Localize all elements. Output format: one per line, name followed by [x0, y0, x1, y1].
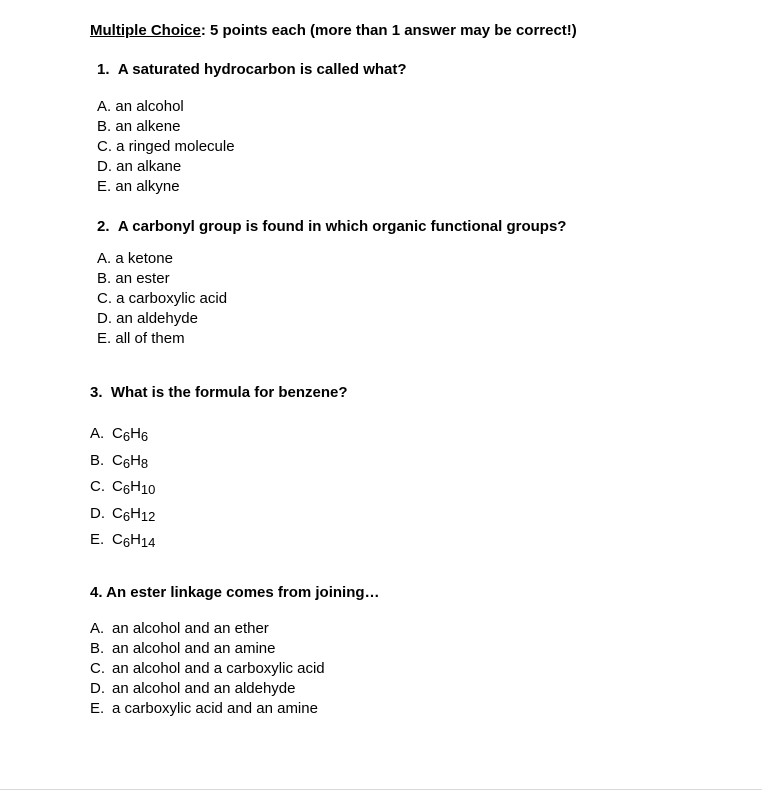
- formula-carbon-subscript: 6: [122, 429, 131, 444]
- option-c: [90, 659, 325, 679]
- option-text: a carboxylic acid: [116, 290, 228, 307]
- formula-carbon-subscript: 6: [122, 508, 131, 524]
- formula-carbon-subscript: 6: [122, 482, 131, 497]
- formula-carbon: C: [112, 504, 123, 522]
- option-b: [97, 269, 227, 289]
- question-number: 4.: [90, 584, 103, 601]
- formula-hydrogen-subscript: 8: [140, 455, 149, 471]
- formula-hydrogen-subscript: 6: [140, 429, 149, 444]
- option-text: a ringed molecule: [116, 138, 235, 155]
- option-b: [90, 639, 325, 659]
- question-text: An ester linkage comes from joining…: [106, 584, 380, 601]
- option-a: [97, 249, 227, 269]
- formula-carbon-subscript: 6: [122, 535, 131, 550]
- option-e: [97, 177, 235, 197]
- option-text: an aldehyde: [116, 310, 198, 327]
- option-c: [97, 289, 227, 309]
- formula-hydrogen: H: [130, 531, 141, 548]
- option-text: an alcohol: [115, 98, 184, 115]
- option-letter: C.: [97, 290, 112, 307]
- option-b: [90, 448, 155, 475]
- formula-hydrogen-subscript: 14: [140, 535, 156, 550]
- formula-carbon-subscript: 6: [122, 455, 131, 471]
- question-1-options: [97, 97, 235, 197]
- option-letter: E.: [90, 700, 105, 717]
- formula-hydrogen: H: [130, 478, 141, 495]
- option-text: an alkane: [116, 158, 182, 175]
- option-d: [90, 679, 325, 699]
- formula-hydrogen-subscript: 10: [140, 482, 156, 497]
- option-letter: D.: [90, 504, 105, 522]
- option-a: [97, 97, 235, 117]
- section-title: Multiple Choice: [90, 22, 201, 39]
- option-d: [97, 309, 227, 329]
- question-4: [90, 584, 380, 601]
- option-text: an alcohol and a carboxylic acid: [112, 660, 325, 677]
- formula-hydrogen: H: [130, 504, 141, 522]
- option-e: [90, 699, 325, 719]
- question-text: A saturated hydrocarbon is called what?: [117, 61, 407, 78]
- formula-carbon: C: [112, 531, 123, 548]
- option-letter: E.: [90, 531, 105, 548]
- option-letter: C.: [90, 478, 105, 495]
- question-number: 2.: [97, 218, 110, 235]
- option-letter: C.: [97, 138, 112, 155]
- option-text: an alcohol and an aldehyde: [112, 680, 296, 697]
- page-bottom-divider: [0, 789, 762, 790]
- option-letter: E.: [97, 330, 112, 347]
- option-letter: B.: [90, 451, 105, 469]
- option-letter: B.: [97, 118, 112, 135]
- formula-carbon: C: [112, 451, 123, 469]
- option-text: a carboxylic acid and an amine: [112, 700, 318, 717]
- question-2-options: [97, 249, 227, 349]
- option-c: [97, 137, 235, 157]
- formula-hydrogen-subscript: 12: [140, 508, 156, 524]
- option-letter: E.: [97, 178, 112, 195]
- formula-carbon: C: [112, 425, 123, 442]
- option-text: a ketone: [115, 250, 173, 267]
- option-text: all of them: [115, 330, 185, 347]
- question-3-options: [90, 421, 155, 554]
- formula-carbon: C: [112, 478, 123, 495]
- question-number: 1.: [97, 61, 110, 78]
- option-a: [90, 421, 155, 448]
- question-2: [97, 218, 566, 235]
- question-3: [90, 384, 348, 401]
- question-number: 3.: [90, 384, 103, 401]
- option-a: [90, 619, 325, 639]
- section-header: [90, 22, 577, 39]
- option-e: [97, 329, 227, 349]
- option-text: an alcohol and an amine: [112, 640, 276, 657]
- option-text: an alcohol and an ether: [112, 620, 269, 637]
- option-letter: B.: [90, 640, 105, 657]
- option-e: [90, 527, 155, 554]
- option-letter: A.: [90, 425, 105, 442]
- option-d: [90, 501, 155, 528]
- option-text: an alkyne: [115, 178, 180, 195]
- section-instructions: : 5 points each (more than 1 answer may be correct!): [200, 22, 577, 39]
- option-letter: D.: [97, 158, 112, 175]
- option-text: an ester: [115, 270, 170, 287]
- question-text: What is the formula for benzene?: [110, 384, 348, 401]
- formula-hydrogen: H: [130, 451, 141, 469]
- option-text: an alkene: [115, 118, 181, 135]
- option-c: [90, 474, 155, 501]
- option-letter: B.: [97, 270, 112, 287]
- option-letter: D.: [90, 680, 105, 697]
- option-b: [97, 117, 235, 137]
- option-d: [97, 157, 235, 177]
- option-letter: C.: [90, 660, 105, 677]
- option-letter: A.: [97, 250, 112, 267]
- question-text: A carbonyl group is found in which organic functional groups?: [117, 218, 567, 235]
- option-letter: A.: [90, 620, 105, 637]
- question-1: [97, 61, 407, 78]
- option-letter: D.: [97, 310, 112, 327]
- option-letter: A.: [97, 98, 112, 115]
- formula-hydrogen: H: [130, 425, 141, 442]
- question-4-options: [90, 619, 325, 719]
